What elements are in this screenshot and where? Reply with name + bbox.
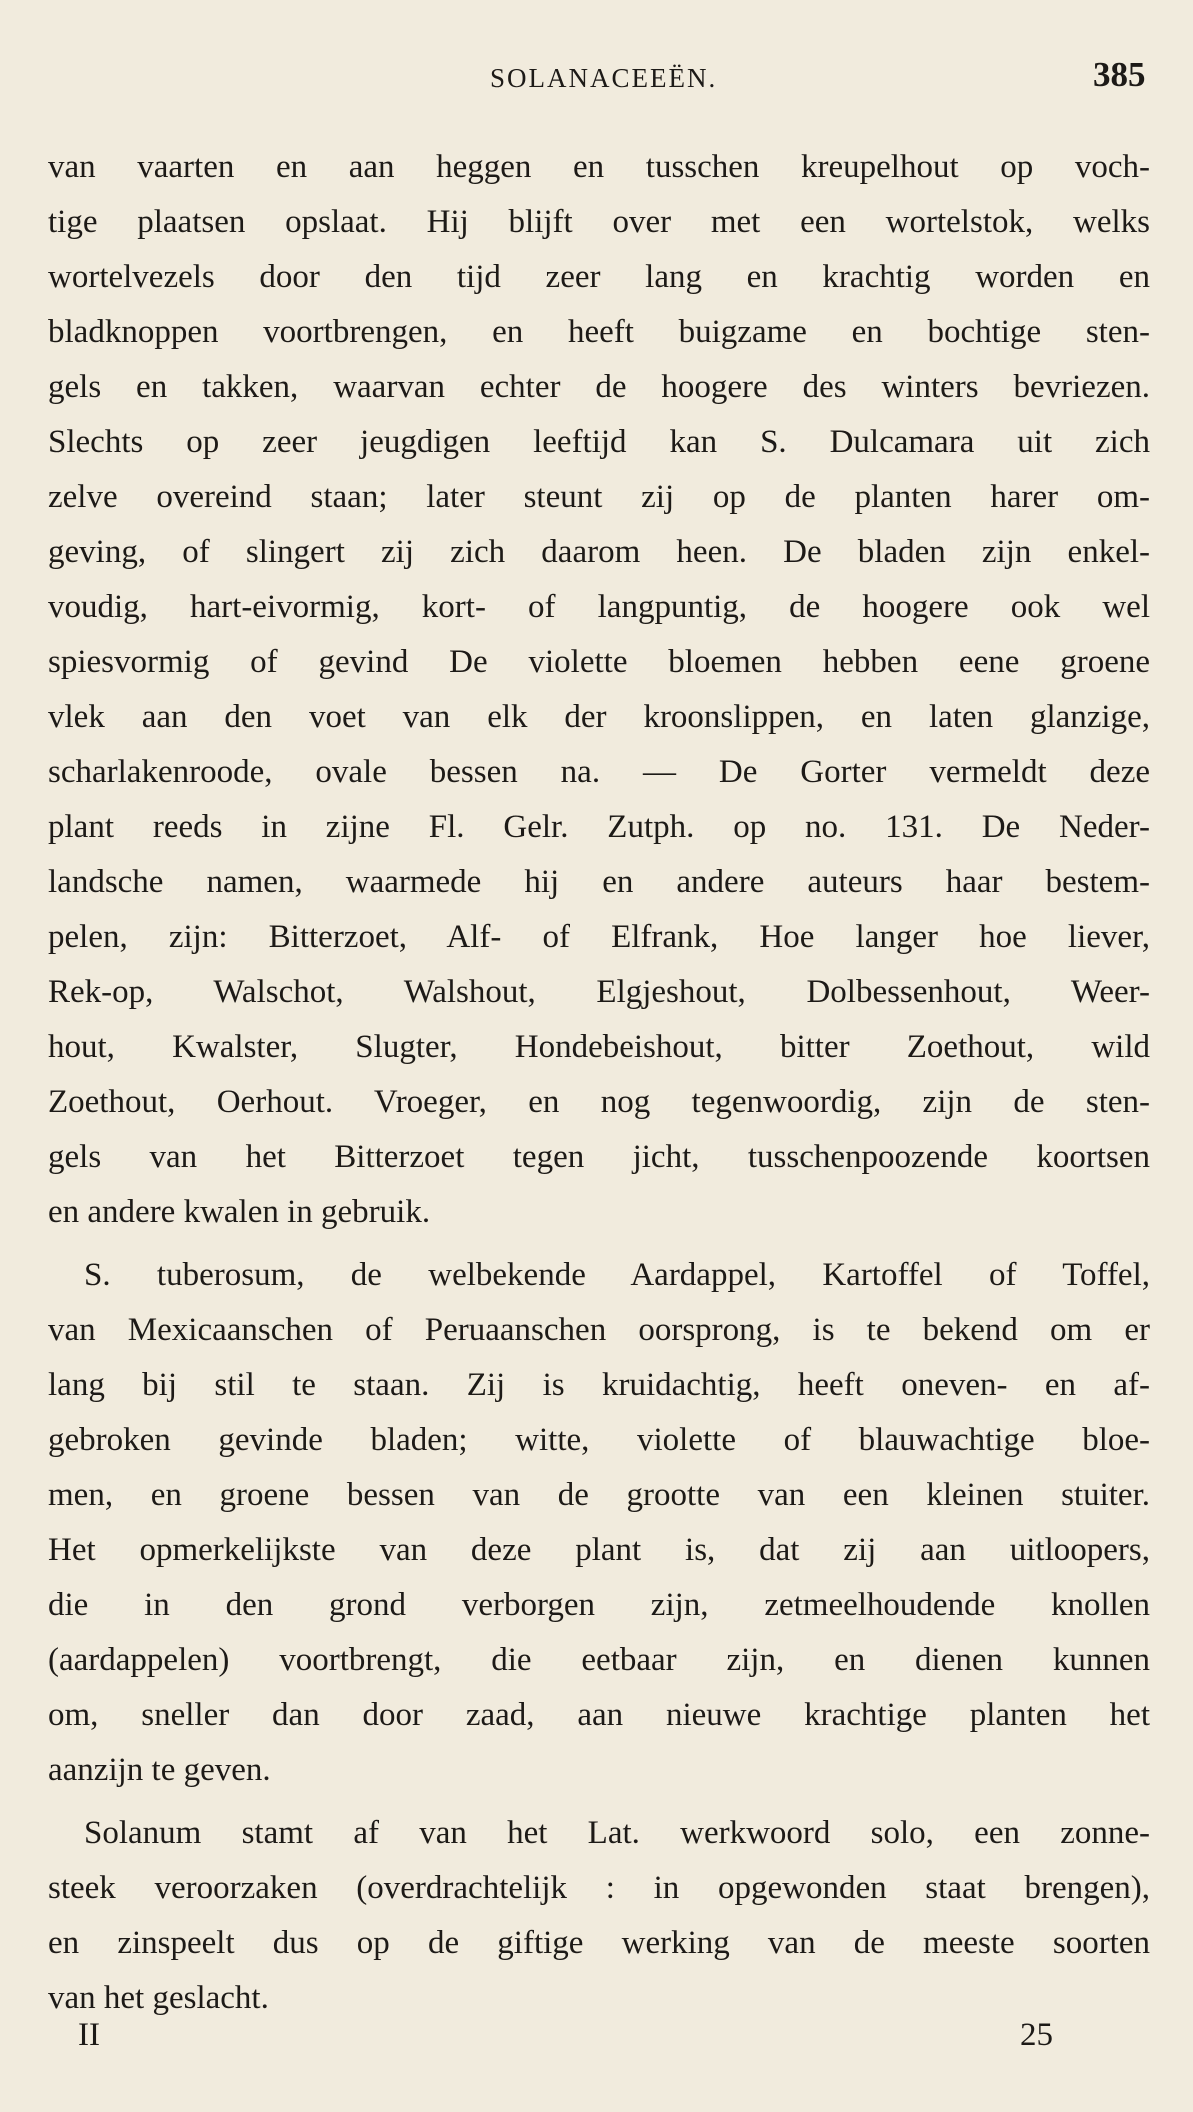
text-line: landsche namen, waarmede hij en andere auteurs haar bestem- [48, 864, 1150, 900]
text-line: aanzijn te geven. [48, 1752, 271, 1788]
text-line: voudig, hart-eivormig, kort- of langpuntig, de hoogere ook wel [48, 589, 1150, 625]
text-line: gels van het Bitterzoet tegen jicht, tusschenpoozende koortsen [48, 1139, 1150, 1175]
text-line: men, en groene bessen van de grootte van een kleinen stuiter. [48, 1477, 1150, 1513]
page-footer [0, 2010, 1193, 2060]
text-line: en zinspeelt dus op de giftige werking van de meeste soorten [48, 1925, 1150, 1961]
running-head [0, 55, 1193, 98]
text-line: geving, of slingert zij zich daarom heen. De bladen zijn enkel- [48, 534, 1150, 570]
text-line: steek veroorzaken (overdrachtelijk : in opgewonden staat brengen), [48, 1870, 1150, 1906]
text-line: spiesvormig of gevind De violette bloemen hebben eene groene [48, 644, 1150, 680]
text-line: plant reeds in zijne Fl. Gelr. Zutph. op no. 131. De Neder- [48, 809, 1150, 845]
text-line: hout, Kwalster, Slugter, Hondebeishout, bitter Zoethout, wild [48, 1029, 1150, 1065]
text-line: gels en takken, waarvan echter de hoogere des winters bevriezen. [48, 369, 1150, 405]
paragraph-first-line: S. tuberosum, de welbekende Aardappel, Kartoffel of Toffel, [84, 1257, 1150, 1293]
running-title: SOLANACEEËN. [490, 63, 718, 93]
text-line: (aardappelen) voortbrengt, die eetbaar zijn, en dienen kunnen [48, 1642, 1150, 1678]
text-line: die in den grond verborgen zijn, zetmeelhoudende knollen [48, 1587, 1150, 1623]
text-line: Rek-op, Walschot, Walshout, Elgjeshout, Dolbessenhout, Weer- [48, 974, 1150, 1010]
text-line: vlek aan den voet van elk der kroonslippen, en laten glanzige, [48, 699, 1150, 735]
text-line: lang bij stil te staan. Zij is kruidachtig, heeft oneven- en af- [48, 1367, 1150, 1403]
text-line: en andere kwalen in gebruik. [48, 1194, 431, 1230]
text-line: van het geslacht. [48, 1980, 269, 2016]
text-line: Slechts op zeer jeugdigen leeftijd kan S. Dulcamara uit zich [48, 424, 1150, 460]
text-line: van vaarten en aan heggen en tusschen kreupelhout op voch- [48, 149, 1150, 185]
text-line: bladknoppen voortbrengen, en heeft buigzame en bochtige sten- [48, 314, 1150, 350]
text-line: scharlakenroode, ovale bessen na. — De Gorter vermeldt deze [48, 754, 1150, 790]
text-line: zelve overeind staan; later steunt zij op de planten harer om- [48, 479, 1150, 515]
text-line: van Mexicaanschen of Peruaanschen oorsprong, is te bekend om er [48, 1312, 1150, 1348]
page-number: 385 [1093, 55, 1146, 94]
text-line: om, sneller dan door zaad, aan nieuwe krachtige planten het [48, 1697, 1150, 1733]
text-line: wortelvezels door den tijd zeer lang en krachtig worden en [48, 259, 1150, 295]
paragraph-first-line: Solanum stamt af van het Lat. werkwoord solo, een zonne- [84, 1815, 1150, 1851]
text-line: tige plaatsen opslaat. Hij blijft over met een wortelstok, welks [48, 204, 1150, 240]
text-line: pelen, zijn: Bitterzoet, Alf- of Elfrank, Hoe langer hoe liever, [48, 919, 1150, 955]
text-line: Zoethout, Oerhout. Vroeger, en nog tegenwoordig, zijn de sten- [48, 1084, 1150, 1120]
gathering-number: 25 [1020, 2017, 1053, 2053]
text-line: gebroken gevinde bladen; witte, violette of blauwachtige bloe- [48, 1422, 1150, 1458]
body-text [48, 140, 1150, 2026]
text-line: Het opmerkelijkste van deze plant is, dat zij aan uitloopers, [48, 1532, 1150, 1568]
signature-mark: II [78, 2017, 100, 2053]
